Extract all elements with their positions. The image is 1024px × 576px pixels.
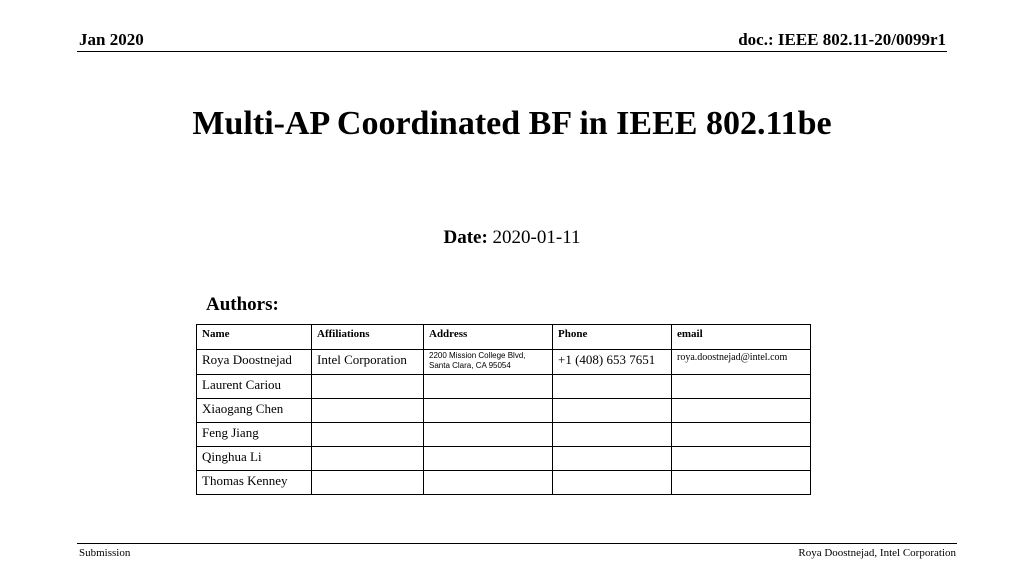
date-label: Date: xyxy=(443,227,488,248)
author-address xyxy=(424,423,553,447)
author-phone xyxy=(553,399,672,423)
author-name: Laurent Cariou xyxy=(197,375,312,399)
table-row xyxy=(197,471,811,495)
table-header-row xyxy=(197,325,811,350)
table-row xyxy=(197,399,811,423)
author-phone: +1 (408) 653 7651 xyxy=(553,350,672,375)
authors-heading: Authors: xyxy=(206,294,279,315)
column-header-affiliations: Affiliations xyxy=(312,325,424,350)
column-header-email: email xyxy=(672,325,811,350)
slide-title: Multi-AP Coordinated BF in IEEE 802.11be xyxy=(192,105,832,142)
author-email xyxy=(672,471,811,495)
header-doc-id: doc.: IEEE 802.11-20/0099r1 xyxy=(738,30,946,49)
footer-author: Roya Doostnejad, Intel Corporation xyxy=(798,547,956,559)
header-date: Jan 2020 xyxy=(79,30,144,49)
footer-submission: Submission xyxy=(79,547,131,559)
address-line-2: Santa Clara, CA 95054 xyxy=(429,361,511,370)
authors-table xyxy=(196,324,811,495)
author-affiliation xyxy=(312,471,424,495)
table-row xyxy=(197,375,811,399)
table-row xyxy=(197,350,811,375)
author-name: Roya Doostnejad xyxy=(197,350,312,375)
author-affiliation: Intel Corporation xyxy=(312,350,424,375)
author-phone xyxy=(553,423,672,447)
author-name: Xiaogang Chen xyxy=(197,399,312,423)
table-row xyxy=(197,423,811,447)
column-header-phone: Phone xyxy=(553,325,672,350)
author-phone xyxy=(553,447,672,471)
author-email: roya.doostnejad@intel.com xyxy=(672,350,811,375)
date-value: 2020-01-11 xyxy=(492,227,581,248)
author-affiliation xyxy=(312,423,424,447)
column-header-address: Address xyxy=(424,325,553,350)
date-line xyxy=(0,226,1024,250)
author-address xyxy=(424,350,553,375)
author-email xyxy=(672,423,811,447)
author-email xyxy=(672,447,811,471)
author-address xyxy=(424,375,553,399)
author-phone xyxy=(553,471,672,495)
author-email xyxy=(672,399,811,423)
author-name: Thomas Kenney xyxy=(197,471,312,495)
address-line-1: 2200 Mission College Blvd, xyxy=(429,351,526,360)
header-divider xyxy=(77,51,947,52)
author-address xyxy=(424,471,553,495)
author-affiliation xyxy=(312,447,424,471)
author-address xyxy=(424,399,553,423)
author-name: Qinghua Li xyxy=(197,447,312,471)
author-email xyxy=(672,375,811,399)
column-header-name: Name xyxy=(197,325,312,350)
table-row xyxy=(197,447,811,471)
footer-divider xyxy=(77,543,957,544)
author-affiliation xyxy=(312,399,424,423)
author-phone xyxy=(553,375,672,399)
author-affiliation xyxy=(312,375,424,399)
author-address xyxy=(424,447,553,471)
author-name: Feng Jiang xyxy=(197,423,312,447)
